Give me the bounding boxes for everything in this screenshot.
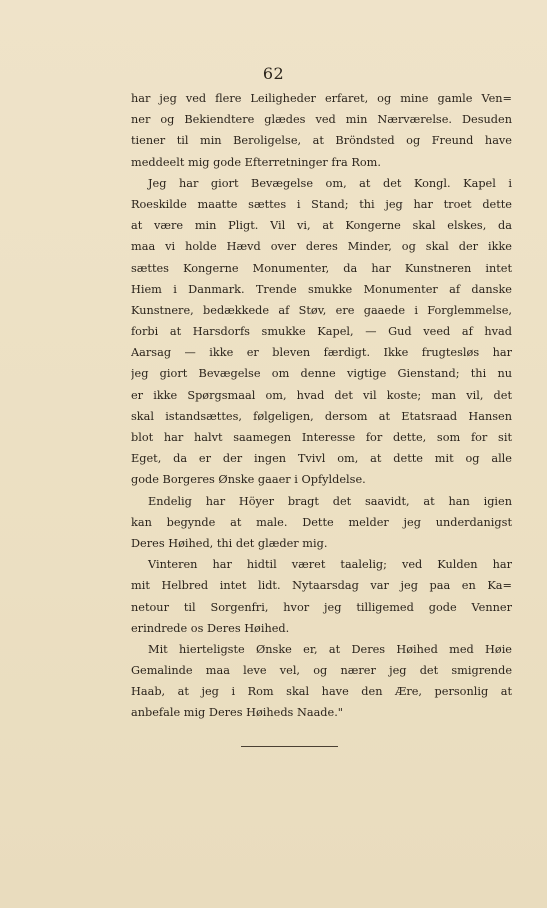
text-line: anbefale mig Deres Høiheds Naade." [131, 706, 344, 720]
text-line: mit Helbred intet lidt. Nytaarsdag var jeg paa en Ka= [131, 579, 512, 593]
text-line: Deres Høihed, thi det glæder mig. [131, 536, 328, 550]
text-line: Mit hierteligste Ønske er, at Deres Høihed med Høie [148, 642, 512, 656]
text-line: erindrede os Deres Høihed. [131, 621, 290, 635]
text-line: Eget, da er der ingen Tvivl om, at dette mit og alle [131, 452, 512, 466]
text-line: sættes Kongerne Monumenter, da har Kunstneren intet [131, 261, 512, 275]
text-line: Haab, at jeg i Rom skal have den Ære, personlig at [131, 685, 512, 699]
text-line: at være min Pligt. Vil vi, at Kongerne skal elskes, da [131, 219, 512, 233]
text-line: skal istandsættes, følgeligen, dersom at Etatsraad Hansen [131, 409, 512, 423]
text-line: ner og Bekiendtere glædes ved min Nærværelse. Desuden [131, 113, 512, 127]
text-line: meddeelt mig gode Efterretninger fra Rom. [131, 155, 381, 169]
text-line: er ikke Spørgsmaal om, hvad det vil koste; man vil, det [131, 388, 512, 402]
text-line: Endelig har Höyer bragt det saavidt, at han igien [148, 494, 512, 508]
text-line: netour til Sorgenfri, hvor jeg tilligemed gode Venner [131, 600, 512, 614]
text-line: tiener til min Beroligelse, at Bröndsted og Freund have [131, 134, 512, 148]
text-line: maa vi holde Hævd over deres Minder, og skal der ikke [131, 240, 512, 254]
text-line: Hiem i Danmark. Trende smukke Monumenter af danske [131, 282, 512, 296]
text-line: Roeskilde maatte sættes i Stand; thi jeg har troet dette [131, 197, 512, 211]
text-line: Kunstnere, bedækkede af Støv, ere gaaede i Forglemmelse, [131, 303, 512, 317]
body-text [131, 88, 512, 724]
text-line: gode Borgeres Ønske gaaer i Opfyldelse. [131, 473, 366, 487]
text-line: forbi at Harsdorfs smukke Kapel, — Gud veed af hvad [131, 325, 512, 339]
text-line: jeg giort Bevægelse om denne vigtige Gienstand; thi nu [131, 367, 512, 381]
text-line: Jeg har giort Bevægelse om, at det Kongl. Kapel i [148, 176, 512, 190]
text-line: har jeg ved flere Leiligheder erfaret, og mine gamle Ven= [131, 92, 512, 105]
section-divider [241, 746, 338, 747]
text-line: kan begynde at male. Dette melder jeg underdanigst [131, 515, 512, 529]
page-number: 62 [262, 64, 285, 83]
text-line: blot har halvt saamegen Interesse for dette, som for sit [131, 431, 512, 444]
text-line: Aarsag — ikke er bleven færdigt. Ikke frugtesløs har [131, 346, 512, 360]
text-line: Vinteren har hidtil været taalelig; ved Kulden har [148, 558, 512, 572]
text-line: Gemalinde maa leve vel, og nærer jeg det smigrende [131, 664, 512, 678]
